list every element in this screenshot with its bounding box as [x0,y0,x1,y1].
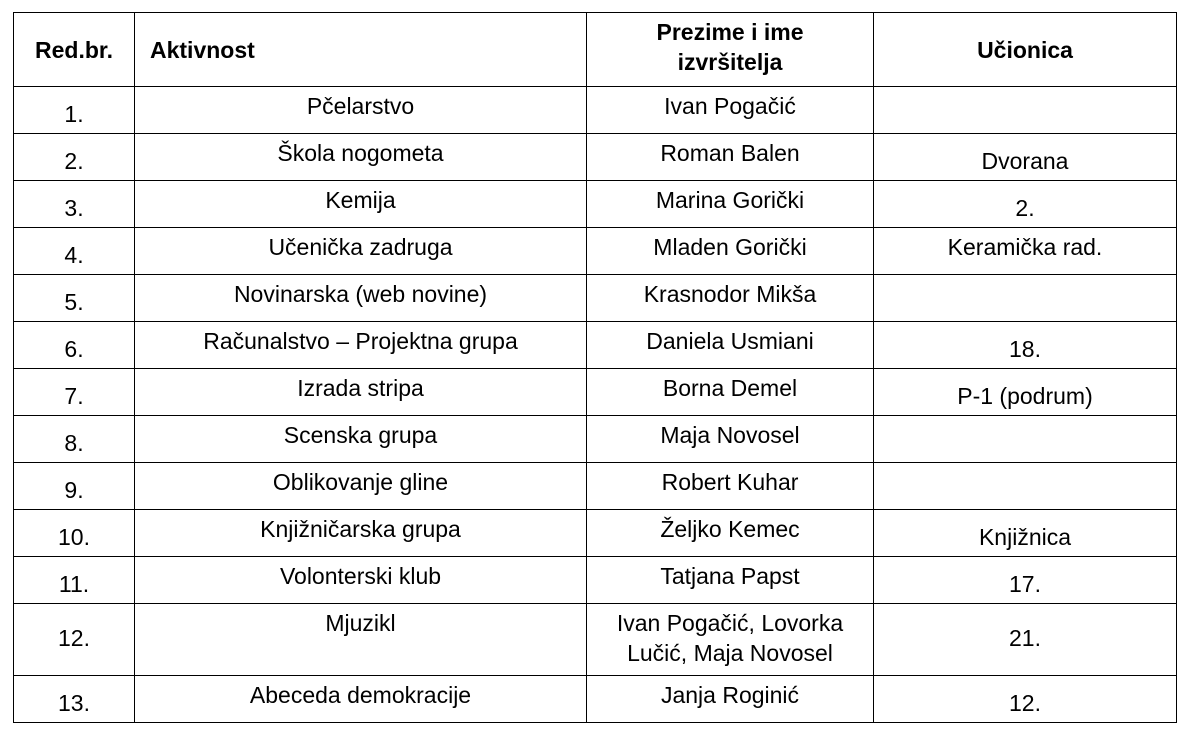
table-row [14,228,1177,275]
row-num: 2. [14,134,135,181]
row-person: Mladen Gorički [587,228,874,275]
row-activity: Volonterski klub [135,557,587,604]
row-num: 11. [14,557,135,604]
row-room: Knjižnica [874,510,1177,557]
row-person-line2: Lučić, Maja Novosel [627,640,833,666]
row-person: Marina Gorički [587,181,874,228]
row-room: Dvorana [874,134,1177,181]
row-room: 18. [874,322,1177,369]
table-row [14,87,1177,134]
row-person: Tatjana Papst [587,557,874,604]
table-row [14,604,1177,676]
row-num: 9. [14,463,135,510]
header-person [587,13,874,87]
row-room [874,87,1177,134]
row-activity: Knjižničarska grupa [135,510,587,557]
row-room: 2. [874,181,1177,228]
table-row [14,463,1177,510]
row-num: 3. [14,181,135,228]
row-person [587,604,874,676]
row-person: Roman Balen [587,134,874,181]
row-activity: Oblikovanje gline [135,463,587,510]
header-person-line1: Prezime i ime [656,19,804,45]
row-num: 12. [14,604,135,676]
row-activity: Scenska grupa [135,416,587,463]
table-row [14,369,1177,416]
header-row [14,13,1177,87]
row-activity: Škola nogometa [135,134,587,181]
row-room: Keramička rad. [874,228,1177,275]
row-person: Robert Kuhar [587,463,874,510]
row-person: Željko Kemec [587,510,874,557]
header-person-line2: izvršitelja [677,49,783,75]
row-person-line1: Ivan Pogačić, Lovorka [616,610,844,636]
row-num: 5. [14,275,135,322]
table-row [14,275,1177,322]
row-activity: Abeceda demokracije [135,676,587,723]
row-person: Daniela Usmiani [587,322,874,369]
row-activity: Računalstvo – Projektna grupa [135,322,587,369]
row-room: P-1 (podrum) [874,369,1177,416]
row-num: 13. [14,676,135,723]
row-num: 7. [14,369,135,416]
row-activity: Kemija [135,181,587,228]
row-room: 12. [874,676,1177,723]
activities-table [13,12,1177,723]
row-person: Krasnodor Mikša [587,275,874,322]
row-person: Borna Demel [587,369,874,416]
row-room: 21. [874,604,1177,676]
table-row [14,557,1177,604]
table-row [14,134,1177,181]
table-row [14,676,1177,723]
row-room [874,463,1177,510]
table-row [14,416,1177,463]
row-activity: Pčelarstvo [135,87,587,134]
row-activity: Novinarska (web novine) [135,275,587,322]
row-person: Maja Novosel [587,416,874,463]
header-room: Učionica [874,13,1177,87]
row-num: 1. [14,87,135,134]
row-num: 4. [14,228,135,275]
header-num: Red.br. [14,13,135,87]
header-activity: Aktivnost [135,13,587,87]
row-person: Janja Roginić [587,676,874,723]
row-room [874,275,1177,322]
row-num: 10. [14,510,135,557]
row-room: 17. [874,557,1177,604]
table-row [14,510,1177,557]
row-room [874,416,1177,463]
table-row [14,322,1177,369]
row-person: Ivan Pogačić [587,87,874,134]
row-num: 8. [14,416,135,463]
row-activity: Učenička zadruga [135,228,587,275]
row-activity: Izrada stripa [135,369,587,416]
row-num: 6. [14,322,135,369]
table-row [14,181,1177,228]
row-activity: Mjuzikl [135,604,587,676]
